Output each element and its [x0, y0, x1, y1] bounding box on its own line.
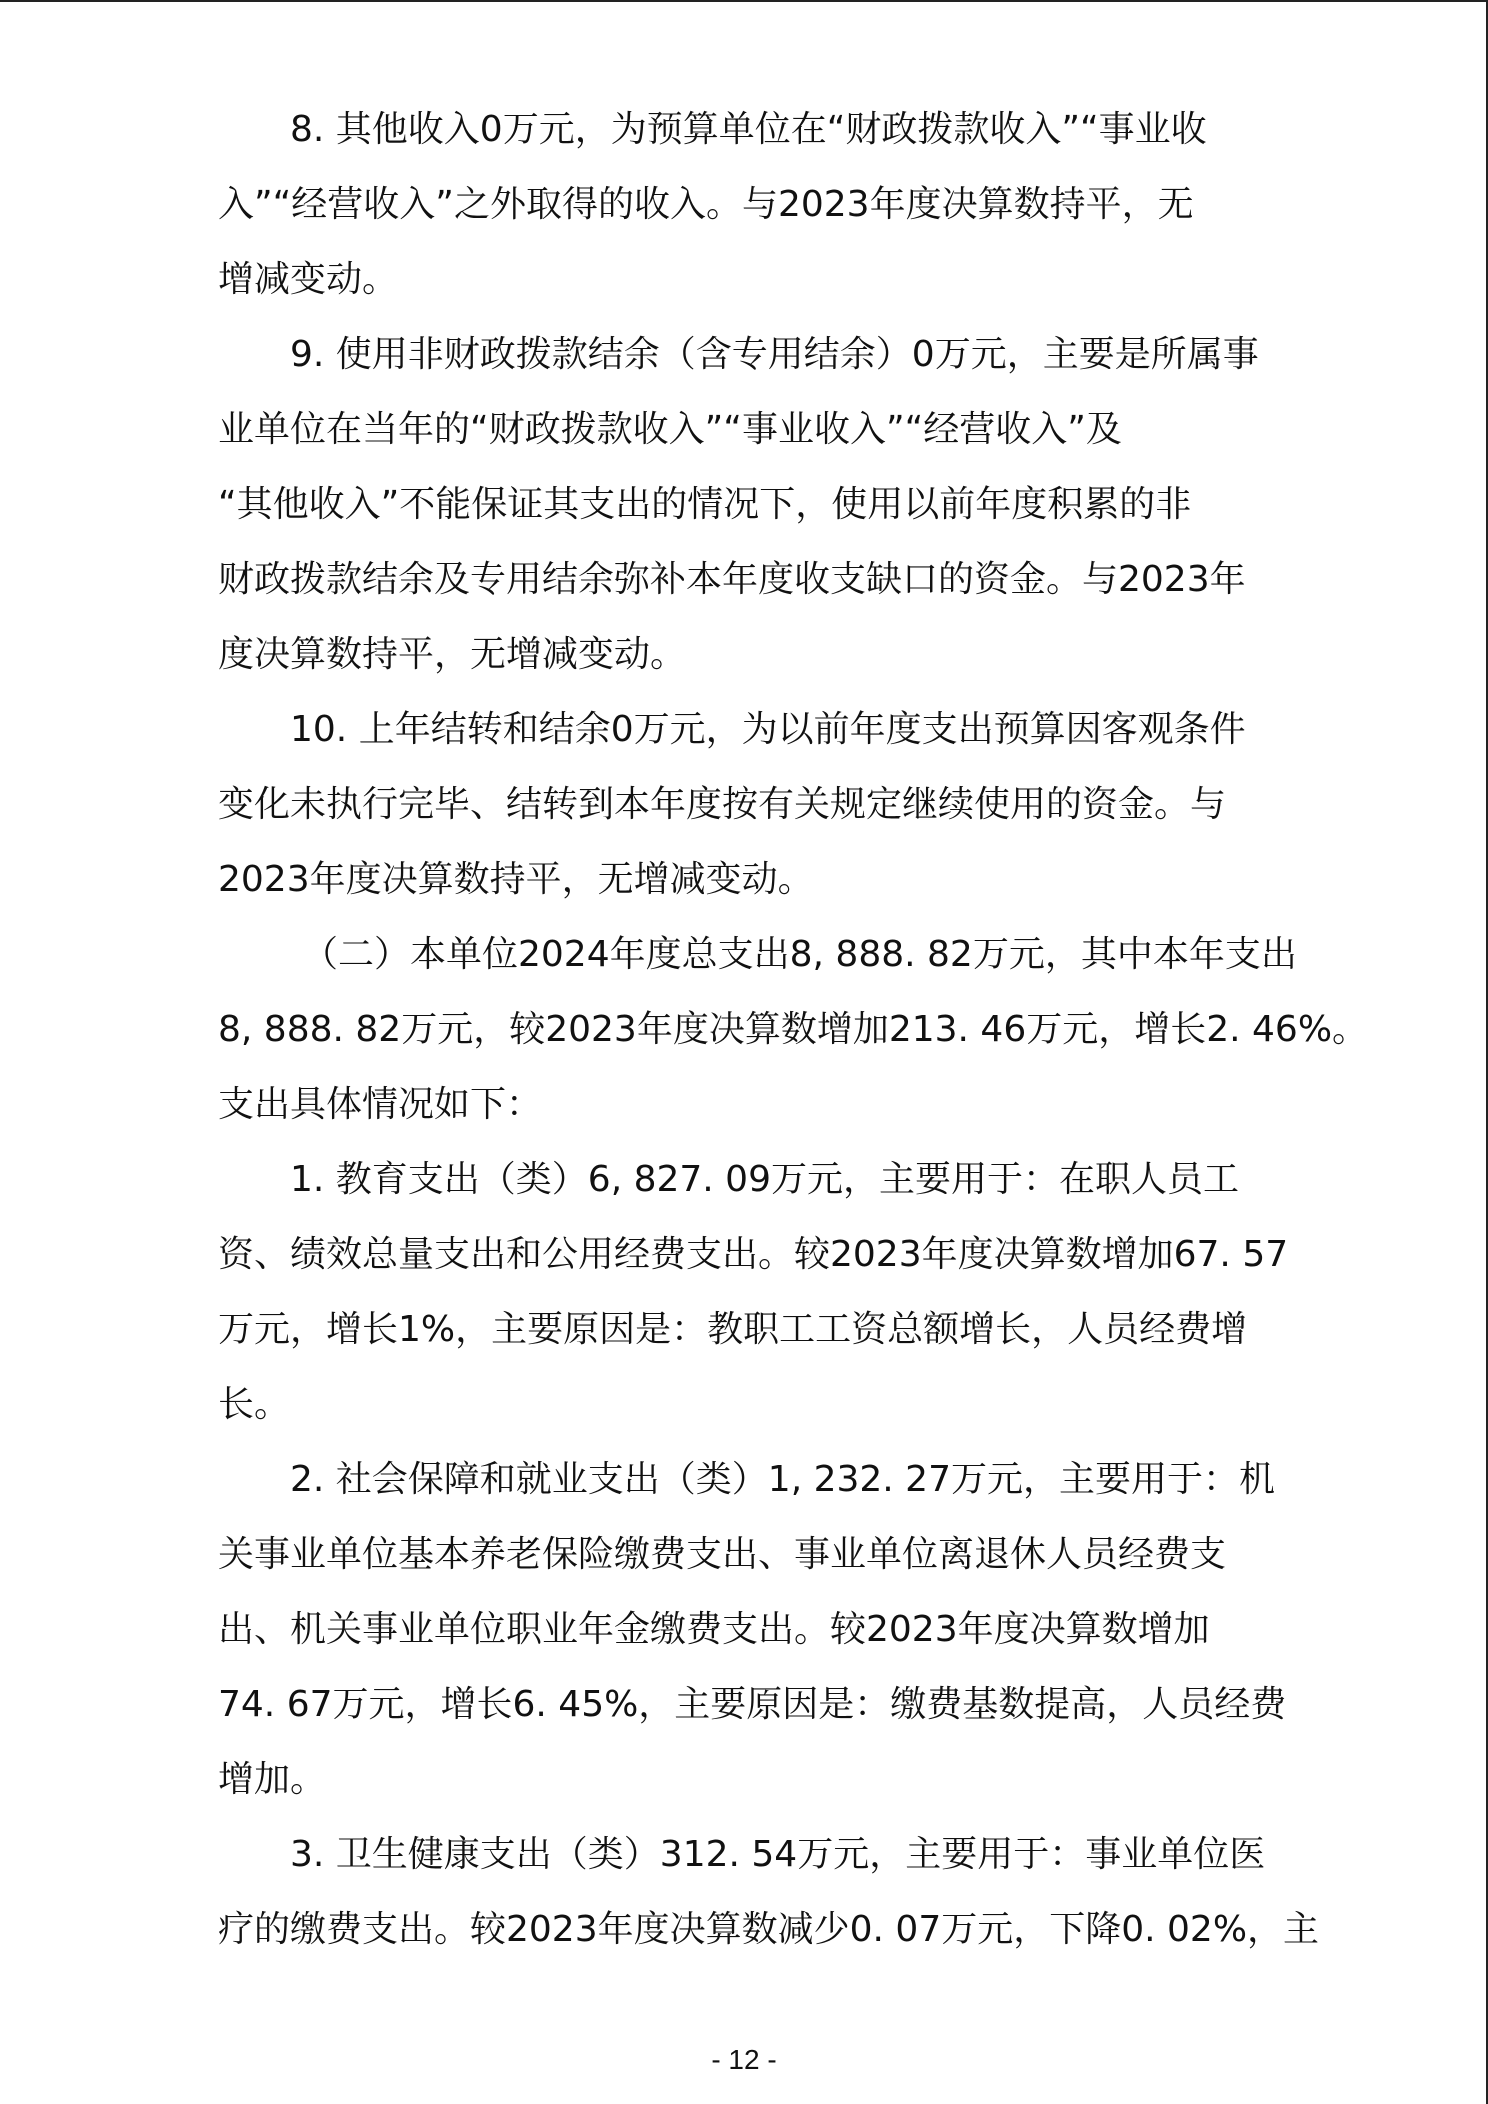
paragraph-non-fiscal-balance	[218, 317, 1288, 692]
text-line: 1. 教育支出（类）6, 827. 09万元，主要用于：在职人员工	[290, 1159, 1239, 1200]
paragraph-carryover	[218, 692, 1288, 917]
text-line: “其他收入”不能保证其支出的情况下，使用以前年度积累的非	[218, 484, 1192, 525]
text-line: 74. 67万元，增长6. 45%，主要原因是：缴费基数提高，人员经费	[218, 1684, 1287, 1725]
paragraph-health-expense	[218, 1817, 1320, 1967]
text-line: 9. 使用非财政拨款结余（含专用结余）0万元，主要是所属事	[290, 334, 1259, 375]
text-line: 入”“经营收入”之外取得的收入。与2023年度决算数持平，无	[218, 184, 1194, 225]
text-line: 支出具体情况如下：	[218, 1084, 543, 1125]
text-line: 3. 卫生健康支出（类）312. 54万元，主要用于：事业单位医	[290, 1834, 1266, 1875]
text-line: 关事业单位基本养老保险缴费支出、事业单位离退休人员经费支	[218, 1534, 1227, 1575]
document-body	[218, 92, 1369, 1967]
text-line: 长。	[218, 1384, 291, 1425]
text-line: 业单位在当年的“财政拨款收入”“事业收入”“经营收入”及	[218, 409, 1122, 450]
text-line: 财政拨款结余及专用结余弥补本年度收支缺口的资金。与2023年	[218, 559, 1246, 600]
text-line: 8, 888. 82万元，较2023年度决算数增加213. 46万元，增长2. 46%。	[218, 1009, 1369, 1050]
page-border-top	[0, 0, 1488, 2]
text-line: 增减变动。	[218, 259, 399, 300]
text-line: 变化未执行完毕、结转到本年度按有关规定继续使用的资金。与	[218, 784, 1227, 825]
text-line: 增加。	[218, 1759, 327, 1800]
text-line: 8. 其他收入0万元，为预算单位在“财政拨款收入”“事业收	[290, 109, 1207, 150]
text-line: 10. 上年结转和结余0万元，为以前年度支出预算因客观条件	[290, 709, 1246, 750]
paragraph-education-expense	[218, 1142, 1288, 1442]
text-line: 疗的缴费支出。较2023年度决算数减少0. 07万元，下降0. 02%，主	[218, 1909, 1320, 1950]
paragraph-social-security-expense	[218, 1442, 1288, 1817]
paragraph-other-income	[218, 92, 1288, 317]
text-line: 度决算数持平，无增减变动。	[218, 634, 687, 675]
text-line: 出、机关事业单位职业年金缴费支出。较2023年度决算数增加	[218, 1609, 1210, 1650]
text-line: （二）本单位2024年度总支出8, 888. 82万元，其中本年支出	[302, 934, 1297, 975]
text-line: 万元，增长1%，主要原因是：教职工工资总额增长，人员经费增	[218, 1309, 1248, 1350]
text-line: 资、绩效总量支出和公用经费支出。较2023年度决算数增加67. 57	[218, 1234, 1289, 1275]
paragraph-expense-summary	[218, 917, 1369, 1142]
text-line: 2023年度决算数持平，无增减变动。	[218, 859, 814, 900]
page-number: - 12 -	[711, 2044, 777, 2075]
text-line: 2. 社会保障和就业支出（类）1, 232. 27万元，主要用于：机	[290, 1459, 1275, 1500]
